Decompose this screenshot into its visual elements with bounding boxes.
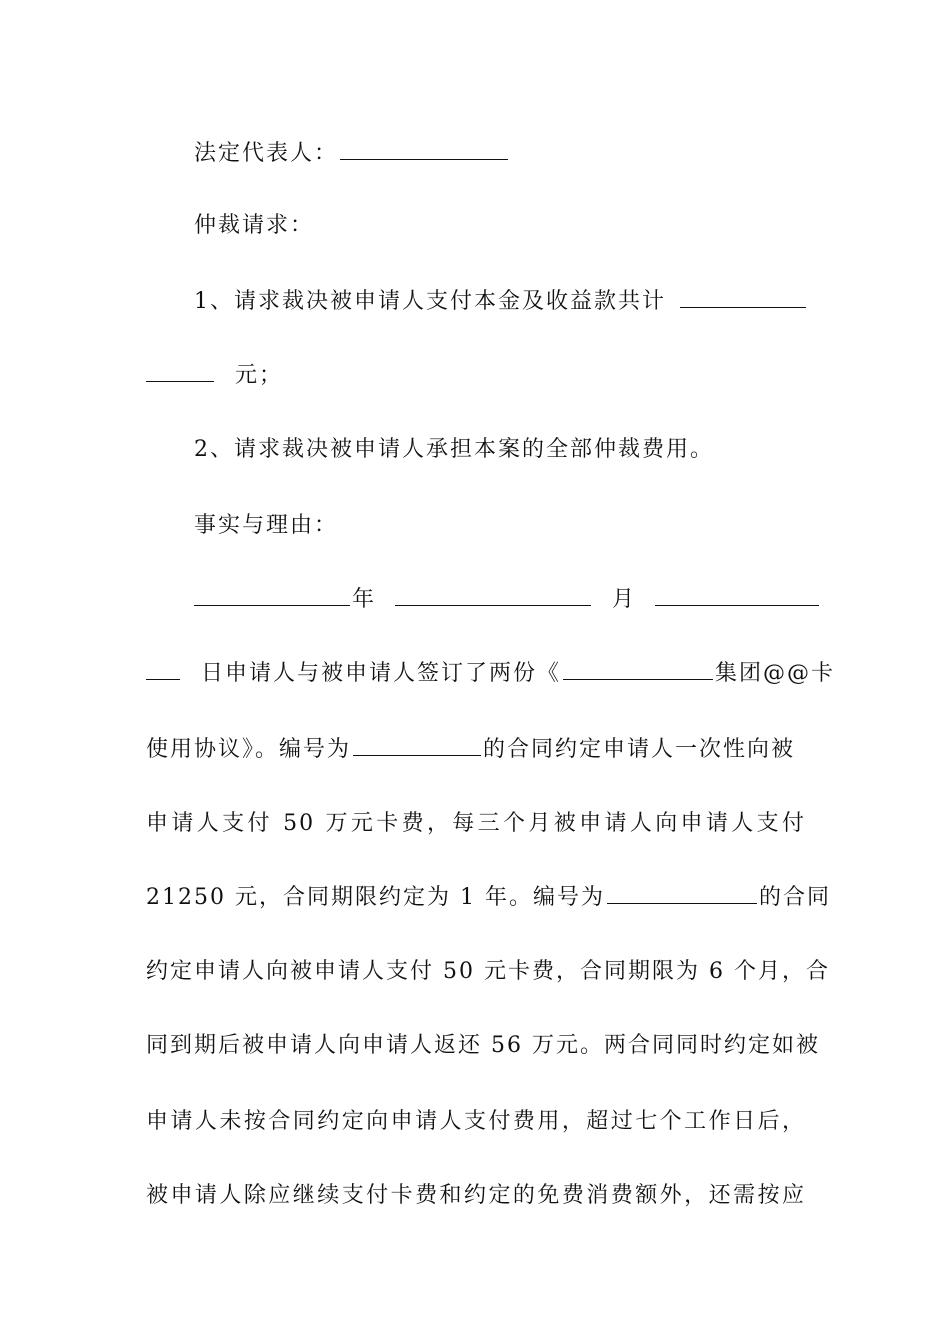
contract-number-text: 使用协议》。编号为 — [146, 737, 352, 762]
contract-text-2: 的合同 — [758, 885, 831, 910]
legal-representative-blank — [340, 139, 508, 160]
request-1-continued — [146, 360, 806, 392]
facts-reasons-heading: 事实与理由： — [194, 513, 339, 538]
arbitration-request-heading: 仲裁请求： — [194, 213, 315, 238]
contract-number-line — [146, 734, 806, 766]
date-line — [194, 584, 806, 616]
group-name-blank — [563, 659, 713, 680]
day-blank — [655, 585, 819, 606]
year-label: 年 — [352, 587, 377, 612]
request-1-text: 1、请求裁决被申请人支付本金及收益款共计 — [194, 289, 666, 314]
body-line-5: 申请人未按合同约定向申请人支付费用，超过七个工作日后， — [146, 1109, 806, 1134]
body-line-1: 申请人支付 50 万元卡费，每三个月被申请人向申请人支付 — [146, 811, 806, 836]
request-1-line — [194, 286, 806, 318]
group-card-text: 集团@@卡 — [715, 661, 836, 686]
legal-representative-line — [194, 138, 806, 170]
request-2-line: 2、请求裁决被申请人承担本案的全部仲裁费用。 — [194, 437, 714, 462]
body-line-3: 约定申请人向被申请人支付 50 元卡费，合同期限为 6 个月，合 — [146, 959, 830, 984]
agreement-line — [146, 658, 836, 690]
day-blank-continued — [146, 659, 180, 680]
body-line-4: 同到期后被申请人向申请人返还 56 万元。两合同同时约定如被 — [146, 1033, 820, 1058]
amount-blank — [680, 287, 806, 308]
body-line-6: 被申请人除应继续支付卡费和约定的免费消费额外，还需按应 — [146, 1183, 806, 1208]
amount-blank-continued — [146, 361, 214, 382]
contract-number-blank-2 — [607, 883, 757, 904]
month-blank — [395, 585, 591, 606]
agreement-text: 日申请人与被申请人签订了两份《 — [201, 661, 562, 686]
month-label: 月 — [612, 587, 637, 612]
contract-text-1: 的合同约定申请人一次性向被 — [483, 737, 796, 762]
body-line-2 — [146, 882, 831, 914]
body-line-2-text: 21250 元，合同期限约定为 1 年。编号为 — [146, 885, 605, 910]
year-blank — [194, 585, 350, 606]
legal-representative-label: 法定代表人： — [194, 141, 339, 166]
yuan-text: 元； — [235, 363, 284, 388]
contract-number-blank-1 — [353, 735, 481, 756]
